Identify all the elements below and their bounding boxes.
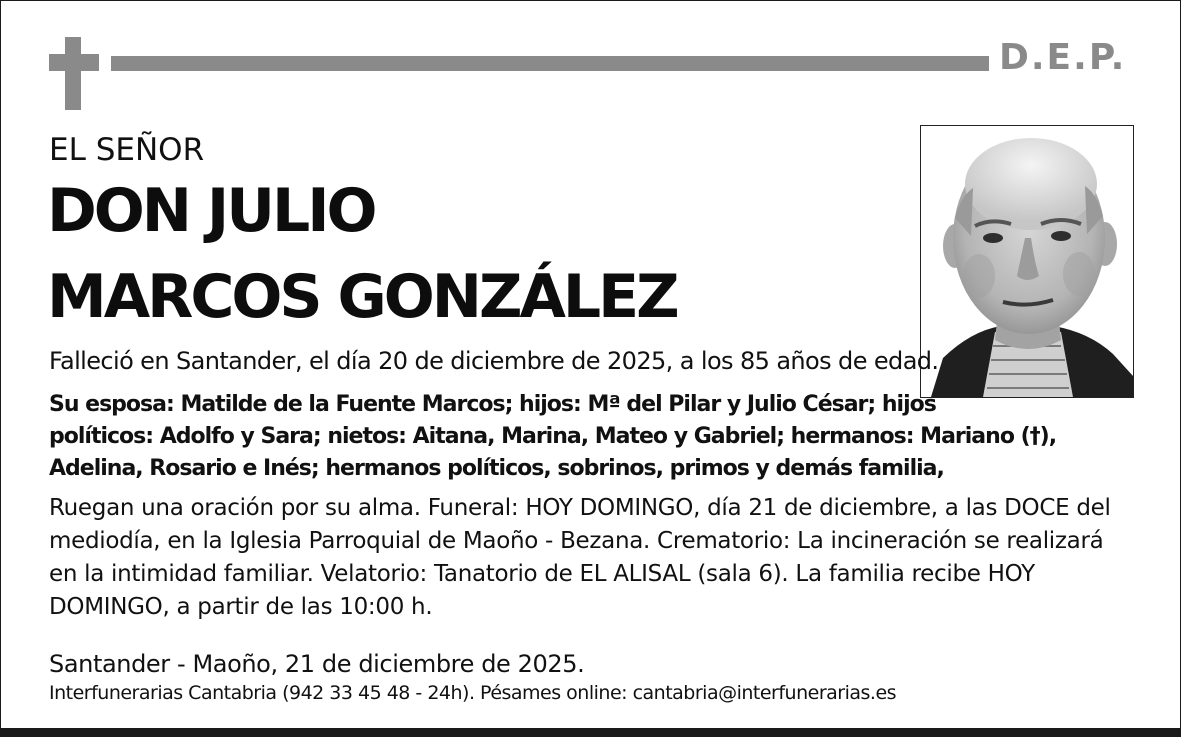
funeral-line: mediodía, en la Iglesia Parroquial de Maoño - Bezana. Crematorio: La incineración se realizará [49,528,1104,554]
honorific-prefix: EL SEÑOR [49,132,205,168]
dep-label: D.E.P. [999,37,1127,78]
family-line: Su esposa: Matilde de la Fuente Marcos; hijos: Mª del Pilar y Julio César; hijos [49,392,936,417]
funeral-home-contact: Interfunerarias Cantabria (942 33 45 48 - 24h). Pésames online: cantabria@interfunerarias.es [49,682,897,704]
deceased-name-line-2: MARCOS GONZÁLEZ [47,262,677,332]
place-date: Santander - Maoño, 21 de diciembre de 2025. [49,650,585,678]
death-notice: Falleció en Santander, el día 20 de diciembre de 2025, a los 85 años de edad. [49,347,939,375]
header-rule [111,56,989,71]
portrait-image [921,126,1133,397]
cross-icon-bar [49,54,99,71]
funeral-line: DOMINGO, a partir de las 10:00 h. [49,594,433,620]
cross-icon [65,37,81,110]
funeral-line: en la intimidad familiar. Velatorio: Tanatorio de EL ALISAL (sala 6). La familia recibe HOY [49,561,1035,587]
family-line: políticos: Adolfo y Sara; nietos: Aitana, Marina, Mateo y Gabriel; hermanos: Mariano (†), [49,424,1057,449]
funeral-line: Ruegan una oración por su alma. Funeral: HOY DOMINGO, día 21 de diciembre, a las DOCE del [49,495,1111,521]
deceased-name-line-1: DON JULIO [47,176,375,246]
family-line: Adelina, Rosario e Inés; hermanos políticos, sobrinos, primos y demás familia, [49,456,944,481]
portrait-photo [920,125,1134,398]
